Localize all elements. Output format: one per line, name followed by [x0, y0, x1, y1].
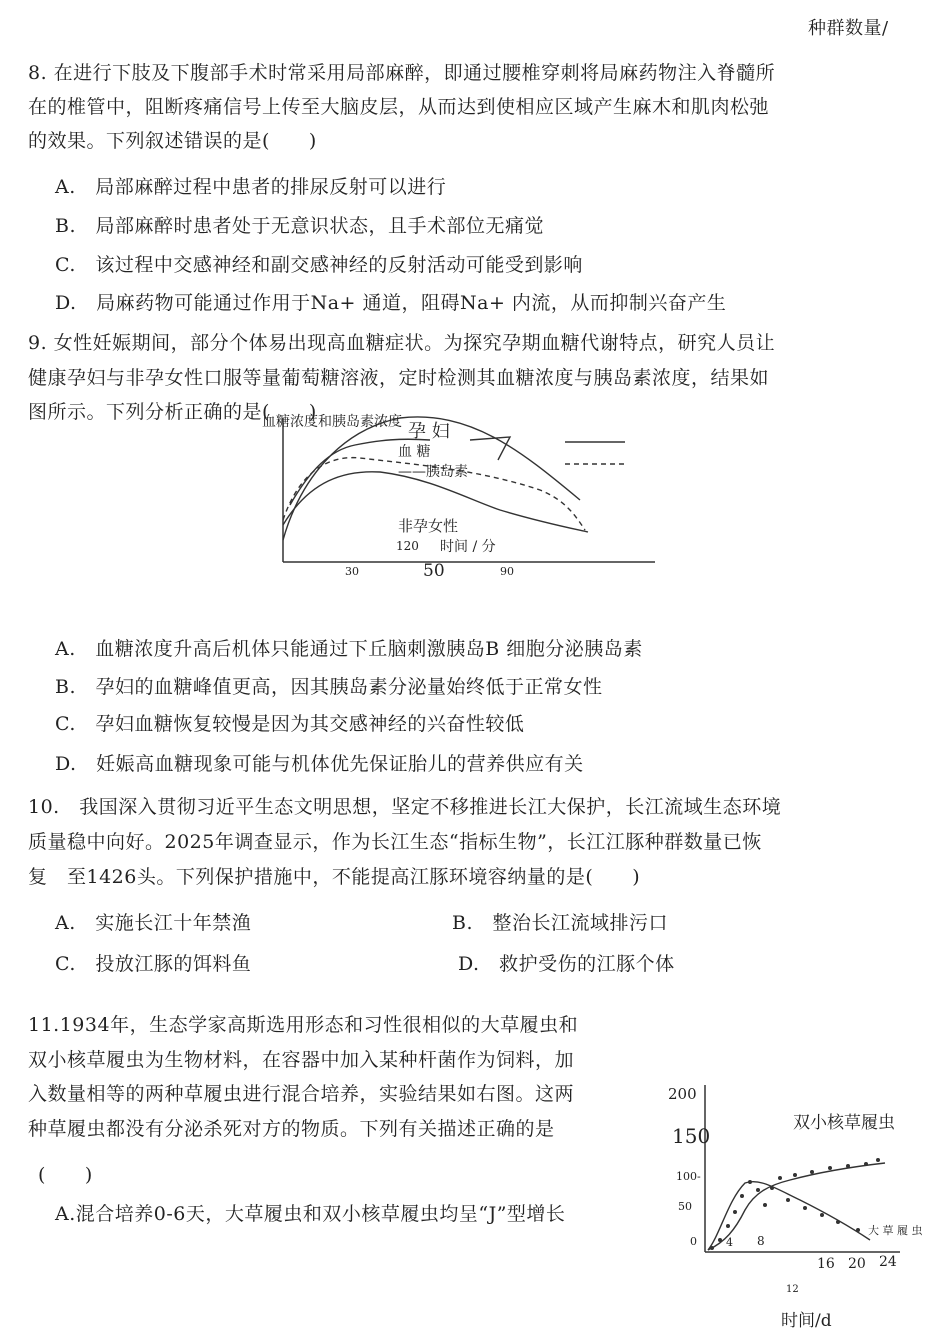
q11-option-a: A.混合培养0-6天，大草履虫和双小核草履虫均呈“J”型增长 [55, 1203, 566, 1225]
q11-label-large: 大 草 履 虫 [868, 1224, 923, 1237]
q9-nonpregnant-label: 非孕女性 [398, 517, 459, 535]
q9-tick-120: 120 [396, 539, 419, 553]
header-corner-text: 种群数量/ [808, 18, 889, 39]
q11-tick-y150: 150 [672, 1124, 711, 1148]
q10-stem-line: 质量稳中向好。2025年调查显示，作为长江生态“指标生物”，长江江豚种群数量已恢 [28, 831, 762, 853]
q10-option-d: D. 救护受伤的江豚个体 [458, 953, 675, 975]
q9-stem-line: 9. 女性妊娠期间，部分个体易出现高血糖症状。为探究孕期血糖代谢特点，研究人员让 [28, 332, 776, 354]
q9-tick-30: 30 [345, 565, 359, 578]
q11-label-double-nucleus: 双小核草履虫 [793, 1113, 895, 1133]
q9-tick-50: 50 [423, 561, 445, 581]
q9-option-d: D. 妊娠高血糖现象可能与机体优先保证胎儿的营养供应有关 [55, 753, 584, 775]
q11-tick-y200: 200 [668, 1085, 697, 1103]
q8-option-d: D. 局麻药物可能通过作用于Na+ 通道，阻碍Na+ 内流，从而抑制兴奋产生 [55, 292, 727, 314]
q11-figure-xlabel: 时间/d [781, 1311, 832, 1331]
q11-tick-x24: 24 [879, 1254, 897, 1270]
q10-option-a: A. 实施长江十年禁渔 [55, 912, 252, 934]
q9-stem-line: 图所示。下列分析正确的是( ) [28, 401, 317, 423]
q9-option-b: B. 孕妇的血糖峰值更高，因其胰岛素分泌量始终低于正常女性 [55, 676, 603, 698]
q9-legend-insulin: ——胰岛素 [398, 464, 468, 480]
q9-figure-ylabel: 血糖浓度和胰岛素浓度 [262, 414, 402, 430]
q8-stem-line: 的效果。下列叙述错误的是( ) [28, 130, 317, 152]
q11-tick-x8: 8 [757, 1234, 765, 1248]
q11-tick-x12: 12 [786, 1284, 799, 1295]
q11-scatter-points [710, 1158, 880, 1250]
q8-stem-line: 在的椎管中，阻断疼痛信号上传至大脑皮层，从而达到使相应区域产生麻木和肌肉松弛 [28, 96, 770, 118]
q10-option-b: B. 整治长江流域排污口 [452, 912, 669, 934]
q10-option-c: C. 投放江豚的饵料鱼 [55, 953, 252, 975]
q9-legend-glucose: 血 糖 [398, 444, 431, 460]
q8-stem-line: 8. 在进行下肢及下腹部手术时常采用局部麻醉，即通过腰椎穿刺将局麻药物注入脊髓所 [28, 62, 776, 84]
q10-stem-line: 10. 我国深入贯彻习近平生态文明思想，坚定不移推进长江大保护，长江流域生态环境 [28, 796, 782, 818]
q8-option-c: C. 该过程中交感神经和副交感神经的反射活动可能受到影响 [55, 254, 583, 276]
q9-tick-90: 90 [500, 565, 514, 578]
q8-option-b: B. 局部麻醉时患者处于无意识状态，且手术部位无痛觉 [55, 215, 545, 237]
q11-tick-x4: 4 [726, 1236, 733, 1249]
q11-stem-line: 入数量相等的两种草履虫进行混合培养，实验结果如右图。这两 [28, 1083, 575, 1105]
q11-tick-x16: 16 [817, 1256, 835, 1272]
q9-legend-title: 孕 妇 [408, 421, 450, 442]
q9-stem-line: 健康孕妇与非孕女性口服等量葡萄糖溶液，定时检测其血糖浓度与胰岛素浓度，结果如 [28, 367, 770, 389]
q9-option-c: C. 孕妇血糖恢复较慢是因为其交感神经的兴奋性较低 [55, 713, 525, 735]
q8-option-a: A. 局部麻醉过程中患者的排尿反射可以进行 [55, 176, 447, 198]
q11-stem-line: 双小核草履虫为生物材料，在容器中加入某种杆菌作为饲料，加 [28, 1049, 575, 1071]
q9-figure-xlabel: 时间 / 分 [440, 539, 496, 555]
q11-answer-blank: ( ) [38, 1164, 93, 1186]
q9-option-a: A. 血糖浓度升高后机体只能通过下丘脑刺激胰岛B 细胞分泌胰岛素 [55, 638, 643, 660]
q11-stem-line: 种草履虫都没有分泌杀死对方的物质。下列有关描述正确的是 [28, 1118, 555, 1140]
q11-tick-y50: 50 [678, 1200, 692, 1213]
q11-stem-line: 11.1934年，生态学家高斯选用形态和习性很相似的大草履虫和 [28, 1014, 579, 1036]
q11-tick-x20: 20 [848, 1256, 866, 1272]
q11-tick-y100: 100- [676, 1170, 701, 1183]
q11-tick-y0: 0 [690, 1235, 697, 1248]
q10-stem-line: 复 至1426头。下列保护措施中，不能提高江豚环境容纳量的是( ) [28, 866, 641, 888]
